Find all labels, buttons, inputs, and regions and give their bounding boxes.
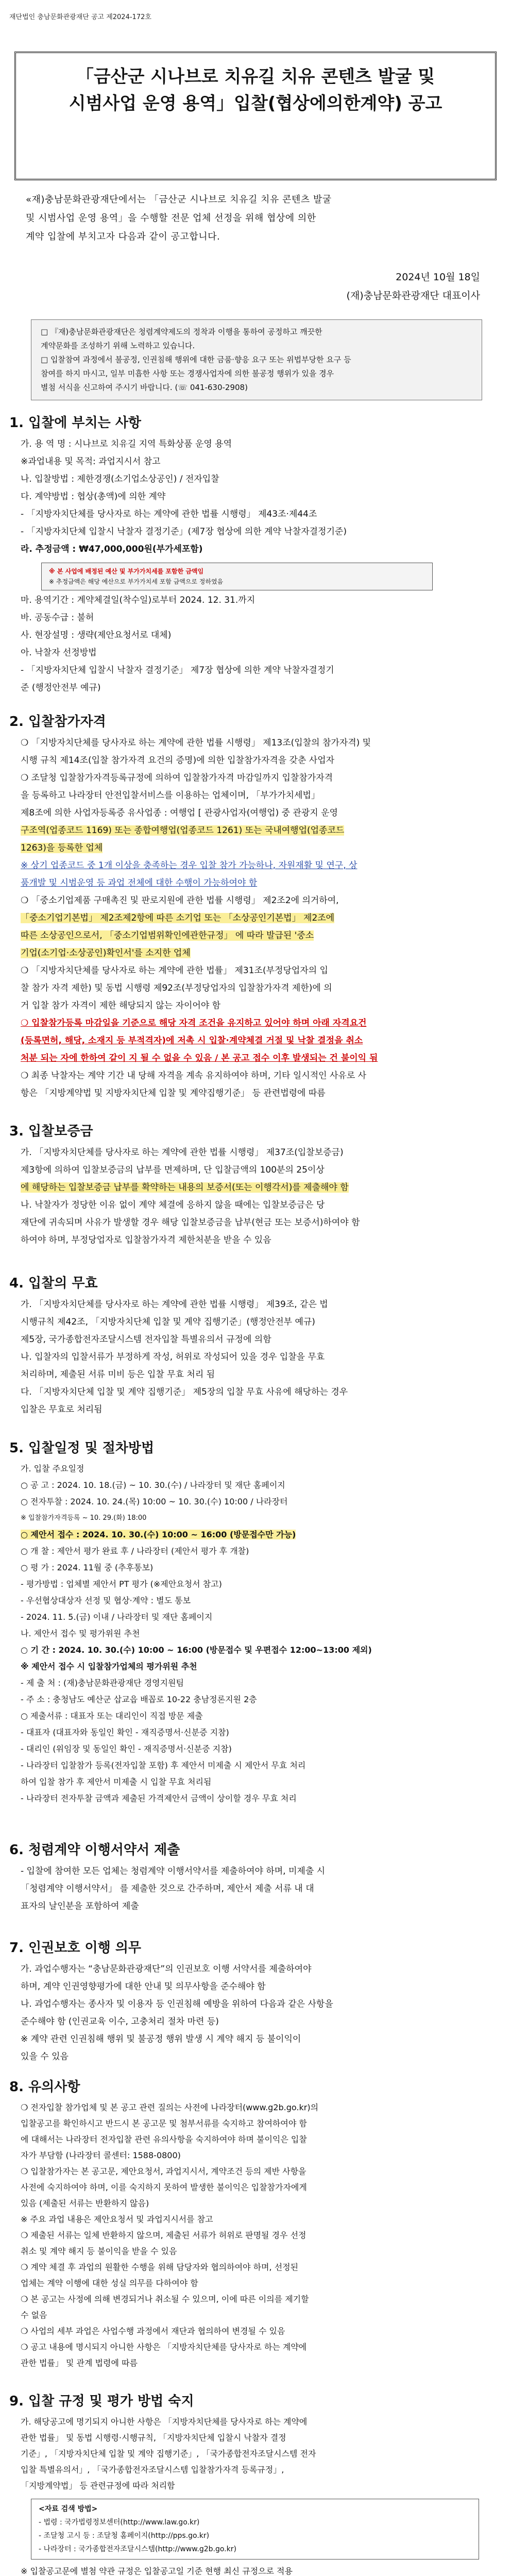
budget-notice-line: ※ 추정금액은 해당 예산으로 부가가치세 포함 금액으로 정하였음 (49, 578, 224, 585)
section-line: 「지방계약법」 등 관련규정에 따라 처리함 (21, 2481, 175, 2490)
section-line: - 「지방자치단체 입찰시 낙찰자 결정기준」(제7장 협상에 의한 계약 낙찰자결정기준) (21, 527, 347, 537)
section-line: ❍ 조달청 입찰참가자격등록규정에 의하여 입찰참가자격 마감일까지 입찰참가자격 (21, 773, 333, 783)
section-4-body (21, 1296, 484, 1418)
section-line: ❍ 최종 낙찰자는 계약 기간 내 당해 자격을 계속 유지하여야 하며, 기타 일시적인 사유로 사 (21, 1071, 367, 1081)
section-line: ❍ 「지방자치단체를 당사자로 하는 계약에 관한 법률 시행령」 제13조(입찰의 참가자격) 및 (21, 738, 371, 748)
section-line: 처분 되는 자에 한하여 같이 지 될 수 없을 수 있음 / 본 공고 접수 이후 발생되는 건 불이익 됨 (21, 1053, 378, 1063)
section-line: 하며, 계약 인권영향평가에 대한 안내 및 의무사항을 준수해야 함 (21, 1981, 266, 1992)
title-line-2: 시범사업 운영 용역」입찰(협상에의한계약) 공고 (69, 93, 442, 114)
section-line: 가. 입찰 주요일정 (21, 1464, 84, 1473)
section-7-title: 7. 인권보호 이행 의무 (9, 1940, 142, 1956)
section-line: ○ 제안서 접수 : 2024. 10. 30.(수) 10:00 ~ 16:00 (방문접수만 가능) (21, 1530, 296, 1539)
section-line: ※과업내용 및 목적: 과업지시서 참고 (21, 456, 161, 467)
info-line: □ 입찰참여 과정에서 불공정, 인권침해 행위에 대한 금품·향응 요구 또는 위법부당한 요구 등 (41, 355, 351, 364)
section-1-body (21, 435, 484, 558)
section-line: 「청렴계약 이행서약서」 를 제출한 것으로 간주하며, 제안서 제출 서류 내 대 (21, 1884, 314, 1894)
section-9-body-2 (21, 2563, 484, 2576)
section-line: ※ 입찰공고문에 별첨 약관 규정은 입찰공고일 기준 현행 최신 규정으로 적용 (21, 2566, 293, 2576)
section-line: ○ 개 찰 : 제안서 평가 완료 후 / 나라장터 (제안서 평가 후 개찰) (21, 1546, 249, 1556)
section-line: 처리하며, 제출된 서류 미비 등은 입찰 무효 처리 됨 (21, 1369, 215, 1380)
section-line: 사전에 숙지하여야 하며, 이를 숙지하지 못하여 발생한 불이익은 입찰참가자에게 (21, 2182, 307, 2192)
section-line: ※ 제안서 접수 시 입찰참가업체의 평가위원 추천 (21, 1662, 197, 1671)
intro-paragraph (26, 191, 489, 246)
section-9-body (21, 2414, 484, 2494)
section-line: 마. 용역기간 : 계약체결일(착수일)로부터 2024. 12. 31.까지 (21, 595, 256, 605)
info-line: 계약문화를 조성하기 위해 노력하고 있습니다. (41, 341, 195, 350)
section-line: 취소 및 계약 해지 등 불이익을 받을 수 있음 (21, 2246, 177, 2256)
section-line: ❍ 「중소기업제품 구매촉진 및 판로지원에 관한 법률 시행령」 제2조2에 의거하여, (21, 895, 339, 906)
intro-line: 계약 입찰에 부치고자 다음과 같이 공고합니다. (26, 231, 220, 242)
intro-line: 및 시범사업 운영 용역」을 수행할 전문 업체 선정을 위해 협상에 의한 (26, 213, 316, 224)
section-line: 재단에 귀속되며 사유가 발생할 경우 해당 입찰보증금을 납부(현금 또는 보증서)하여야 함 (21, 1217, 360, 1228)
section-line: (등록면허, 해당, 소재지 등 부적격자)에 저촉 시 입찰·계약체결 거절 및 낙찰 결정을 취소 (21, 1036, 363, 1046)
section-line: 자가 부담함 (나라장터 콜센터: 1588-0800) (21, 2150, 181, 2160)
integrity-info-box (31, 319, 482, 400)
section-line: 제3항에 의하여 입찰보증금의 납부를 면제하며, 단 입찰금액의 100분의 25이상 (21, 1165, 325, 1175)
section-line: 수 없음 (21, 2310, 47, 2320)
section-line: 가. 해당공고에 명기되지 아니한 사항은 「지방자치단체를 당사자로 하는 계약에 (21, 2417, 308, 2427)
section-line: 시행 규칙 제14조(입찰 참가자격 요건의 증명)에 의한 입찰참가자격을 갖춘 사업자 (21, 755, 335, 766)
notice-number: 재단법인 충남문화관광재단 공고 제2024-172호 (9, 13, 151, 21)
section-line: 따른 소상공인으로서, 「중소기업범위확인에관한규정」 에 따라 발급된 '중소 (21, 930, 314, 941)
reference-line: - 나라장터 : 국가종합전자조달시스템(http://www.g2b.go.kr) (39, 2545, 236, 2553)
section-line: - 제 출 처 : (재)충남문화관광재단 경영지원팀 (21, 1678, 184, 1688)
section-line: 가. 과업수행자는 “충남문화관광재단”의 인권보호 이행 서약서를 제출하여야 (21, 1964, 312, 1974)
info-line: 별첨 서식을 신고하여 주시기 바랍니다. (☏ 041-630-2908) (41, 383, 248, 392)
section-line: - 대표자 (대표자와 동일인 확인 - 재직증명서·신분증 지참) (21, 1727, 229, 1737)
section-line: 있을 수 있음 (21, 2052, 69, 2062)
issuer-line: (재)충남문화관광재단 대표이사 (346, 290, 480, 301)
section-line: 찰 참가 자격 제한) 및 동법 시행령 제92조(부정당업자의 입찰참가자격 제한)에 의 (21, 983, 332, 993)
section-1-body-2 (21, 591, 484, 697)
title-line-1: 「금산군 시나브로 치유길 치유 콘텐츠 발굴 및 (76, 66, 435, 87)
intro-line: «재)충남문화관광재단에서는 「금산군 시나브로 치유길 치유 콘텐츠 발굴 (26, 194, 332, 205)
section-line: 시행규칙 제42조, 「지방자치단체 입찰 및 계약 집행기준」(행정안전부 예규) (21, 1317, 315, 1327)
reference-line: <자료 검색 방법> (39, 2505, 98, 2513)
section-8-body (21, 2099, 484, 2371)
section-line: 제8조에 의한 사업자등록증 유사업종 : 여행업 [ 관광사업자(여행업) 중 관광지 운영 (21, 808, 338, 818)
section-line: 준 (행정안전부 예규) (21, 683, 101, 693)
section-line: ○ 공 고 : 2024. 10. 18.(금) ~ 10. 30.(수) / 나라장터 및 재단 홈페이지 (21, 1480, 285, 1490)
section-line: 준수해야 함 (인권교육 이수, 고충처리 절차 마련 등) (21, 2016, 219, 2027)
section-line: 입찰은 무효로 처리됨 (21, 1404, 103, 1415)
section-line: 나. 낙찰자가 정당한 이유 없이 계약 체결에 응하지 않을 때에는 입찰보증금은 당 (21, 1200, 325, 1210)
section-line: - 대리인 (위임장 및 동일인 확인 - 재직증명서·신분증 지참) (21, 1744, 232, 1754)
section-line: 에 대해서는 나라장터 전자입찰 관련 유의사항을 숙지하여야 하며 불이익은 입찰 (21, 2134, 307, 2144)
section-line: 하여 입찰 참가 후 제안서 미제출 시 입찰 무효 처리됨 (21, 1777, 212, 1787)
section-line: - 「지방자치단체 입찰시 낙찰자 결정기준」 제7장 협상에 의한 계약 낙찰자결정기 (21, 665, 334, 675)
section-5-body (21, 1461, 484, 1807)
section-line: ❍ 입찰참가등록 마감일을 기준으로 해당 자격 조건을 유지하고 있어야 하며 아래 자격요건 (21, 1018, 367, 1028)
section-line: - 우선협상대상자 선정 및 협상·계약 : 별도 통보 (21, 1596, 191, 1605)
section-line: 구조역(업종코드 1169) 또는 종합여행업(업종코드 1261) 또는 국내여행업(업종코드 (21, 825, 345, 836)
section-line: ○ 평 가 : 2024. 11월 중 (추후통보) (21, 1563, 154, 1572)
section-line: ❍ 입찰참가자는 본 공고문, 제안요청서, 과업지시서, 계약조건 등의 제반 사항을 (21, 2166, 306, 2176)
section-line: 바. 공동수급 : 불허 (21, 613, 94, 623)
section-line: ※ 상기 업종코드 중 1개 이상을 충족하는 경우 입찰 참가 가능하나, 자원재활 및 연구, 상 (21, 860, 357, 871)
reference-line: - 법령 : 국가법령정보센터(http://www.law.go.kr) (39, 2518, 200, 2527)
section-5-title: 5. 입찰일정 및 절차방법 (9, 1440, 155, 1456)
section-line: ○ 기 간 : 2024. 10. 30.(수) 10:00 ~ 16:00 (방문접수 및 우편접수 12:00~13:00 제외) (21, 1645, 372, 1655)
section-line: - 주 소 : 충청남도 예산군 삽교읍 배꼽로 10-22 충남정론지원 2층 (21, 1694, 257, 1704)
section-line: 사. 현장설명 : 생략(제안요청서로 대체) (21, 630, 172, 640)
section-3-title: 3. 입찰보증금 (9, 1124, 93, 1139)
section-line: 나. 입찰방법 : 제한경쟁(소기업소상공인) / 전자입찰 (21, 474, 219, 484)
section-line: 관한 법률」 및 관계 법령에 따름 (21, 2358, 138, 2368)
section-line: 다. 계약방법 : 협상(총액)에 의한 계약 (21, 492, 166, 502)
section-line: ※ 입찰참가자격등록 ~ 10. 29.(화) 18:00 (21, 1514, 147, 1522)
section-line: 에 해당하는 입찰보증금 납부를 확약하는 내용의 보증서(또는 이행각서)를 제출해야 함 (21, 1182, 349, 1193)
section-9-title: 9. 입찰 규정 및 평가 방법 숙지 (9, 2394, 194, 2409)
section-line: 나. 입찰자의 입찰서류가 부정하게 작성, 허위로 작성되어 있을 경우 입찰을 무효 (21, 1352, 325, 1362)
section-line: 1263)을 등록한 업체 (21, 843, 103, 853)
section-line: ❍ 사업의 세부 과업은 사업수행 과정에서 재단과 협의하여 변경될 수 있음 (21, 2326, 285, 2336)
section-line: 제5장, 국가종합전자조달시스템 전자입찰 특별유의서 규정에 의함 (21, 1334, 271, 1345)
section-line: 기업(소기업·소상공인)확인서'를 소지한 업체 (21, 948, 191, 958)
section-line: 나. 과업수행자는 종사자 및 이용자 등 인권침해 예방을 위하여 다음과 같은 사항을 (21, 1999, 333, 2009)
section-line: 기준」, 「지방자치단체 입찰 및 계약 집행기준」, 「국가종합전자조달시스템 전자 (21, 2449, 316, 2459)
section-line: ❍ 본 공고는 사정에 의해 변경되거나 취소될 수 있으며, 이에 따른 이의를 제기할 (21, 2294, 309, 2304)
section-line: 하여야 하며, 부정당업자로 입찰참가자격 제한처분을 받을 수 있음 (21, 1235, 271, 1245)
reference-line: - 조달청 고시 등 : 조달청 홈페이지(http://pps.go.kr) (39, 2532, 210, 2540)
section-line: - 나라장터 입찰참가 등록(전자입찰 포함) 후 제안서 미제출 시 제안서 무효 처리 (21, 1760, 306, 1770)
section-line: - 평가방법 : 업체별 제안서 PT 평가 (※제안요청서 참고) (21, 1579, 222, 1589)
reference-box (31, 2499, 479, 2560)
section-line: ※ 주요 과업 내용은 제안요청서 및 과업지시서를 참고 (21, 2214, 213, 2224)
section-line: ❍ 계약 체결 후 과업의 원활한 수행을 위해 담당자와 협의하여야 하며, 선정된 (21, 2262, 299, 2272)
section-line: 있음 (제출된 서류는 반환하지 않음) (21, 2198, 149, 2208)
section-line: 나. 제안서 접수 및 평가위원 추천 (21, 1629, 140, 1638)
section-2-title: 2. 입찰참가자격 (9, 714, 106, 730)
section-7-body (21, 1960, 484, 2065)
section-line: 품개발 및 시범운영 등 과업 전체에 대한 수행이 가능하여야 함 (21, 878, 258, 888)
section-line: - 「지방자치단체를 당사자로 하는 계약에 관한 법률 시행령」 제43조·제44조 (21, 509, 317, 519)
section-line: 관한 법률」 및 동법 시행령·시행규칙, 「지방자치단체 입찰시 낙찰자 결정 (21, 2433, 286, 2443)
section-line: - 2024. 11. 5.(금) 이내 / 나라장터 및 재단 홈페이지 (21, 1612, 213, 1622)
section-line: 「중소기업기본법」 제2조제2항에 따른 소기업 또는 「소상공인기본법」 제2조에 (21, 913, 335, 923)
budget-notice-line: ※ 본 사업에 배정된 예산 및 부가가치세를 포함한 금액임 (49, 568, 204, 575)
section-2-body (21, 734, 484, 1102)
section-line: 업체는 계약 이행에 대한 성실 의무를 다하여야 함 (21, 2278, 198, 2288)
title-box (14, 52, 497, 180)
section-line: 아. 낙찰자 선정방법 (21, 648, 97, 658)
section-line: 라. 추정금액 : ₩47,000,000원(부가세포함) (21, 544, 203, 554)
section-4-title: 4. 입찰의 무효 (9, 1276, 98, 1291)
section-line: - 나라장터 전자투찰 금액과 제출된 가격제안서 금액이 상이할 경우 무효 처리 (21, 1793, 297, 1803)
section-3-body (21, 1144, 484, 1249)
section-line: 을 등록하고 나라장터 안전입찰서비스를 이용하는 업체이며, 「부가가치세법」 (21, 790, 320, 801)
section-8-title: 8. 유의사항 (9, 2079, 80, 2095)
section-line: - 입찰에 참여한 모든 업체는 청렴계약 이행서약서를 제출하여야 하며, 미제출 시 (21, 1866, 326, 1876)
budget-notice-box (41, 563, 433, 590)
section-line: ○ 전자투찰 : 2024. 10. 24.(목) 10:00 ~ 10. 30.(수) 10:00 / 나라장터 (21, 1497, 288, 1506)
section-6-body (21, 1862, 484, 1915)
notice-date (347, 268, 480, 305)
info-line: □ 『재)충남문화관광재단은 청렴계약제도의 정착과 이행을 통하여 공정하고 깨끗한 (41, 327, 322, 336)
section-line: ※ 계약 관련 인권침해 행위 및 불공정 행위 발생 시 계약 해지 등 불이익이 (21, 2034, 301, 2044)
section-6-title: 6. 청렴계약 이행서약서 제출 (9, 1842, 180, 1858)
section-line: ❍ 전자입찰 참가업체 및 본 공고 관련 질의는 사전에 나라장터(www.g2b.go.kr)의 (21, 2103, 319, 2112)
section-line: 가. 용 역 명 : 시나브로 치유길 지역 특화상품 운영 용역 (21, 439, 232, 449)
section-line: 표자의 날인분을 포함하여 제출 (21, 1901, 139, 1911)
date-line: 2024년 10월 18일 (396, 272, 480, 283)
section-line: ❍ 제출된 서류는 일체 반환하지 않으며, 제출된 서류가 허위로 판명될 경우 선정 (21, 2230, 306, 2240)
section-line: 항은 「지방계약법 및 지방자치단체 입찰 및 계약집행기준」 등 관련법령에 따름 (21, 1088, 326, 1098)
section-line: 가. 「지방자치단체를 당사자로 하는 계약에 관한 법률 시행령」 제37조(입찰보증금) (21, 1147, 344, 1158)
section-line: 가. 「지방자치단체를 당사자로 하는 계약에 관한 법률 시행령」 제39조, 같은 법 (21, 1299, 328, 1310)
section-line: ❍ 「지방자치단체를 당사자로 하는 계약에 관한 법률」 제31조(부정당업자의 입 (21, 965, 328, 976)
section-1-title: 1. 입찰에 부치는 사항 (9, 415, 142, 431)
info-line: 참여를 하지 마시고, 일부 미흡한 사항 또는 경쟁사업자에 의한 불공정 행위가 있을 경우 (41, 369, 334, 378)
section-line: 입찰공고를 확인하시고 반드시 본 공고문 및 첨부서류를 숙지하고 참여하여야 함 (21, 2119, 307, 2128)
section-line: 다. 「지방자치단체 입찰 및 계약 집행기준」 제5장의 입찰 무효 사유에 해당하는 경우 (21, 1387, 348, 1397)
section-line: ○ 제출서류 : 대표자 또는 대리인이 직접 방문 제출 (21, 1711, 203, 1721)
section-line: 거 입찰 참가 자격이 제한 해당되지 않는 자이어야 함 (21, 1001, 221, 1011)
section-line: 입찰 특별유의서」, 「국가종합전자조달시스템 입찰참가자격 등록규정」, (21, 2465, 284, 2475)
section-line: ❍ 공고 내용에 명시되지 아니한 사항은 「지방자치단체를 당사자로 하는 계약에 (21, 2342, 307, 2352)
